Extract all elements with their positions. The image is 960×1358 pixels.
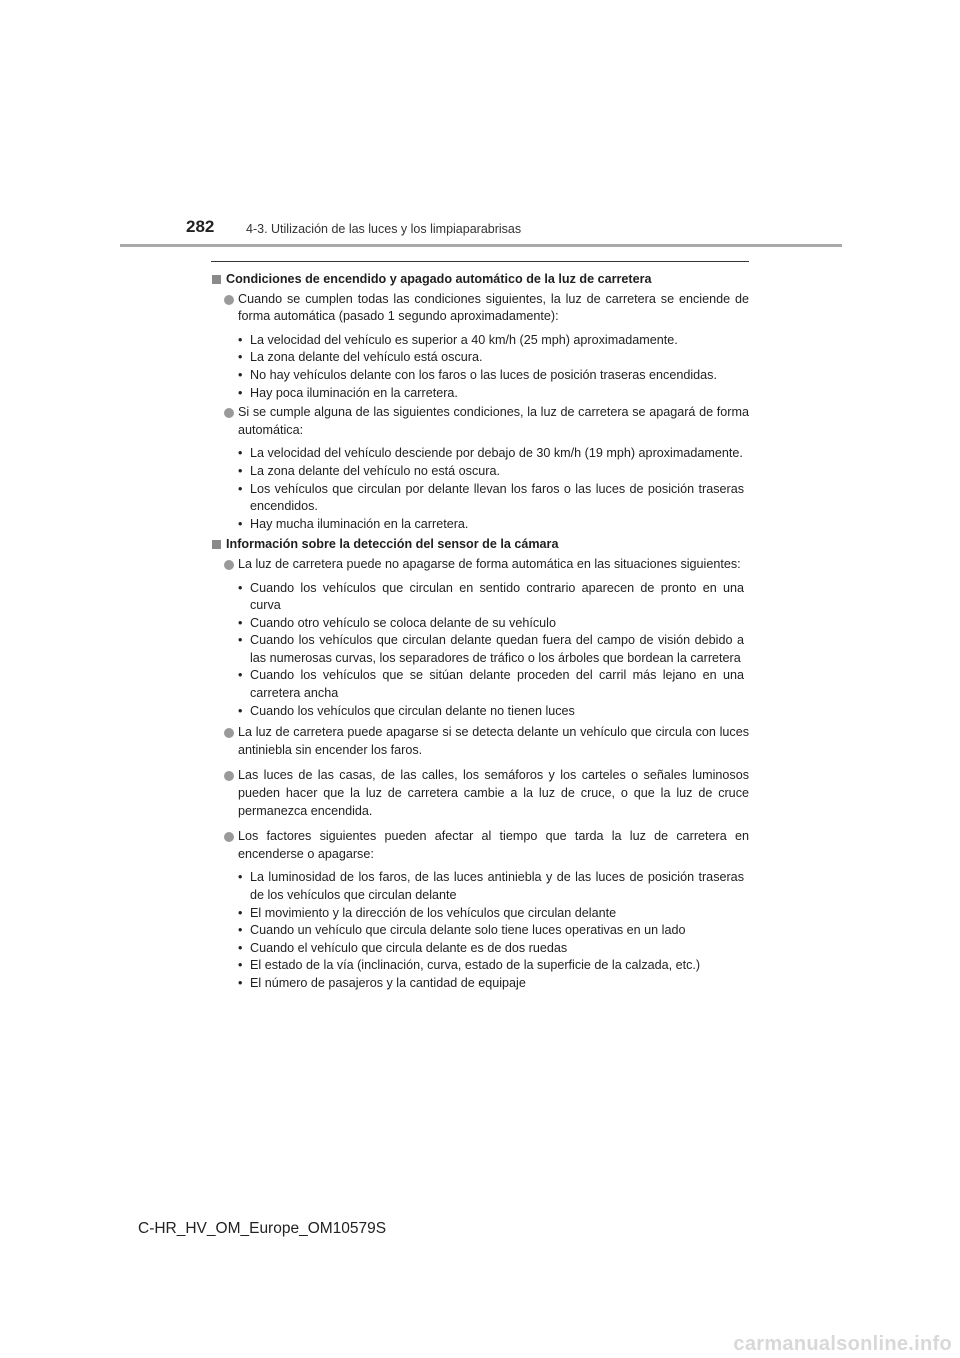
sub-bullet-list [238,869,749,992]
list-item [212,724,749,759]
watermark: carmanualsonline.info [733,1333,952,1355]
sub-bullet-list [238,332,749,402]
sub-bullet-list [238,580,749,721]
sub-bullet: • Hay poca iluminación en la carretera. [238,385,744,403]
content-divider [211,261,749,262]
circle-bullet-icon [224,560,234,570]
sub-bullet: • Cuando otro vehículo se coloca delante de su vehículo [238,615,744,633]
sub-bullet: • La velocidad del vehículo desciende por debajo de 30 km/h (19 mph) aproximadamente. [238,445,744,463]
square-bullet-icon [212,540,221,549]
item-text: La luz de carretera puede no apagarse de forma automática en las situaciones siguientes: [238,556,741,571]
sub-bullet: • Cuando un vehículo que circula delante solo tiene luces operativas en un lado [238,922,744,940]
item-text: Las luces de las casas, de las calles, los semáforos y los carteles o señales luminosos pueden hacer que la luz de carretera cambie a la luz de cruce, o que la luz de cruce permanezca encendida. [238,768,749,818]
chapter-title: 4-3. Utilización de las luces y los limpiaparabrisas [246,222,522,236]
item-text: Cuando se cumplen todas las condiciones siguientes, la luz de carretera se enciende de forma automática (pasado 1 segundo aproximadamente): [238,291,749,324]
sub-bullet: • El movimiento y la dirección de los vehículos que circulan delante [238,905,744,923]
sub-bullet: • El número de pasajeros y la cantidad de equipaje [238,975,744,993]
circle-bullet-icon [224,771,234,781]
sub-bullet: • La zona delante del vehículo está oscura. [238,349,744,367]
item-text: La luz de carretera puede apagarse si se detecta delante un vehículo que circula con luces antiniebla sin encender los faros. [238,725,749,757]
sub-bullet: • Hay mucha iluminación en la carretera. [238,516,744,534]
sub-bullet: • La zona delante del vehículo no está oscura. [238,463,744,481]
list-item [212,556,749,574]
sub-bullet: • El estado de la vía (inclinación, curva, estado de la superficie de la calzada, etc.) [238,957,744,975]
sub-bullet: • Cuando los vehículos que se sitúan delante proceden del carril más lejano en una carretera ancha [238,667,744,702]
sub-bullet: • La velocidad del vehículo es superior a 40 km/h (25 mph) aproximadamente. [238,332,744,350]
sub-bullet: • Cuando el vehículo que circula delante es de dos ruedas [238,940,744,958]
sub-bullet: • Los vehículos que circulan por delante llevan los faros o las luces de posición traseras encendidos. [238,481,744,516]
list-item [212,404,749,439]
item-text: Si se cumple alguna de las siguientes condiciones, la luz de carretera se apagará de forma automática: [238,405,749,437]
list-item [212,291,749,326]
section-title: Información sobre la detección del sensor de la cámara [226,537,559,552]
section-title: Condiciones de encendido y apagado automático de la luz de carretera [226,272,652,286]
circle-bullet-icon [224,728,234,738]
sub-bullet: • No hay vehículos delante con los faros o las luces de posición traseras encendidas. [238,367,744,385]
circle-bullet-icon [224,295,234,305]
circle-bullet-icon [224,832,234,842]
sub-bullet: • La luminosidad de los faros, de las luces antiniebla y de las luces de posición traseras de los vehículos que circulan delante [238,869,744,904]
list-item [212,828,749,863]
list-item [212,767,749,820]
sub-bullet: • Cuando los vehículos que circulan delante quedan fuera del campo de visión debido a las numerosas curvas, los separadores de tráfico o los árboles que bordean la carretera [238,632,744,667]
item-text: Los factores siguientes pueden afectar al tiempo que tarda la luz de carretera en encenderse o apagarse: [238,829,749,861]
sub-bullet: • Cuando los vehículos que circulan en sentido contrario aparecen de pronto en una curva [238,580,744,615]
section-heading [212,536,749,554]
square-bullet-icon [212,275,221,284]
document-id: C-HR_HV_OM_Europe_OM10579S [138,1220,387,1237]
sub-bullet: • Cuando los vehículos que circulan delante no tienen luces [238,703,744,721]
circle-bullet-icon [224,408,234,418]
header-divider [120,244,842,247]
page-number: 282 [186,217,215,236]
content-body [212,268,749,995]
section-heading [212,271,749,289]
sub-bullet-list [238,445,749,533]
